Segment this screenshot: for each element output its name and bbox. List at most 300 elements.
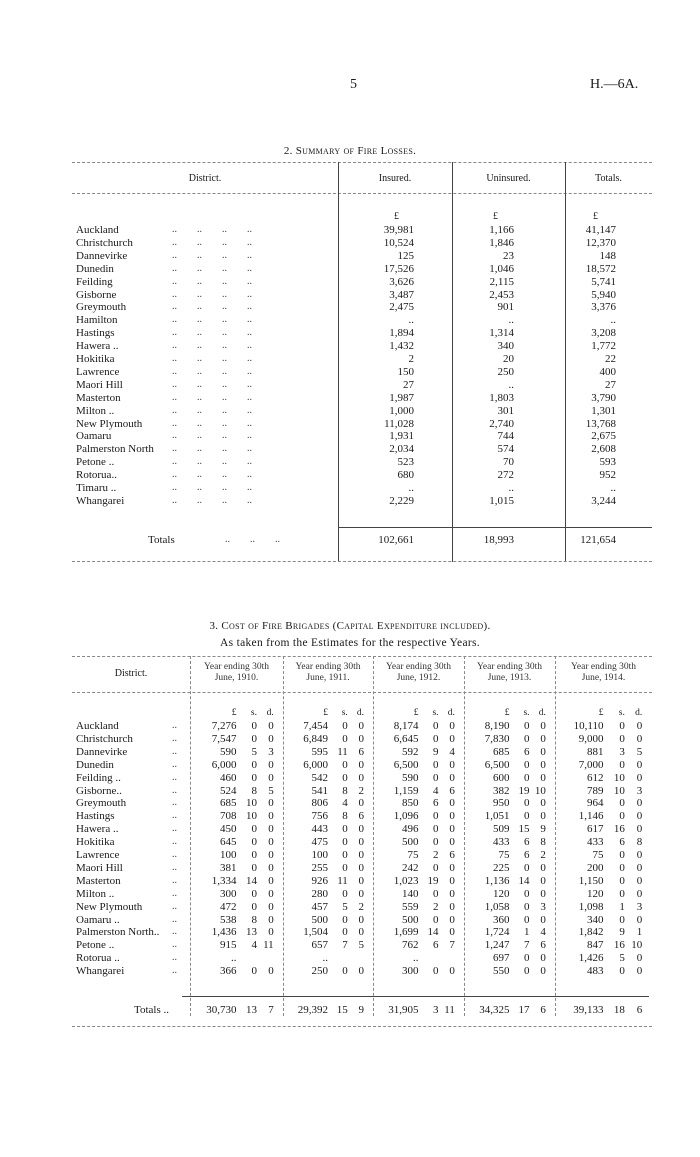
table1-insured: 17,526 (383, 262, 414, 275)
table1-insured: 125 (397, 249, 414, 262)
table1-insured: 2 (408, 353, 414, 365)
table2-cell-pounds: 500 (402, 836, 419, 849)
table2-cell-shillings: 6 (433, 939, 439, 952)
leader-dots: .. .. .. .. (172, 249, 252, 261)
table2-cell-shillings: 0 (342, 861, 348, 874)
table2-totals-label: Totals .. (134, 1004, 169, 1016)
table2-cell-shillings: 0 (433, 836, 439, 849)
year-header: June, 1911. (306, 673, 350, 683)
table2-cell-pence: 0 (636, 758, 643, 771)
table1-uninsured: 901 (497, 301, 514, 314)
table1-header-uninsured: Uninsured. (486, 173, 531, 184)
unit-pounds: £ (413, 708, 419, 718)
table1-bottom-rule (72, 561, 652, 562)
table1-title: 2. Summary of Fire Losses. (283, 145, 417, 157)
table2-cell-pounds: 850 (402, 797, 419, 810)
table1-insured: 2,475 (389, 301, 414, 314)
table2-cell-shillings: 4 (342, 797, 348, 810)
table2-cell-shillings: 8 (251, 913, 257, 926)
table2-cell-shillings: 0 (433, 810, 439, 823)
table2-cell-pence: 0 (449, 887, 455, 900)
table2-district: Hawera .. (76, 823, 119, 836)
unit-pounds: £ (504, 708, 510, 718)
table2-cell-shillings: 7 (524, 939, 530, 952)
table2-cell-shillings: 0 (342, 926, 348, 939)
table2-cell-pence: 0 (268, 836, 274, 849)
totals-rule (182, 996, 281, 997)
table1-insured: 27 (403, 378, 414, 391)
table1-district: Petone .. (76, 456, 115, 469)
table1-uninsured: 1,015 (489, 494, 514, 507)
table1-district: Greymouth (76, 301, 127, 314)
table2-cell-pounds: 6,849 (303, 732, 328, 745)
table2-cell-pence: 0 (540, 861, 546, 874)
table2-total-pence: 6 (540, 1004, 546, 1016)
table2-cell-pounds: 1,150 (578, 874, 604, 887)
table2-cell-shillings: 14 (518, 874, 530, 887)
table1-uninsured: 301 (497, 404, 514, 417)
table1-total: 2,608 (591, 443, 616, 456)
table2-cell-pence: 0 (358, 926, 364, 939)
table2-cell-shillings: 11 (337, 745, 348, 758)
table1-total: 593 (599, 456, 616, 469)
table1-total: 41,147 (585, 224, 616, 236)
table2-cell-pence: 0 (268, 861, 274, 874)
table2-cell-pounds: 685 (493, 745, 510, 758)
table2-cell-shillings: 6 (524, 745, 530, 758)
table1-insured: 680 (397, 469, 414, 482)
table2-cell-pounds: 617 (587, 823, 604, 836)
table2-cell-pounds: 300 (402, 965, 419, 978)
table2-cell-shillings: 0 (433, 720, 439, 732)
table2-cell-pence: 7 (449, 939, 455, 952)
table1-district: New Plymouth (76, 417, 143, 430)
table2-district: Masterton (76, 874, 121, 887)
table1-insured: 11,028 (384, 417, 414, 430)
table2-cell-pence: 9 (540, 823, 546, 836)
leader-dots: .. (172, 849, 177, 860)
table2-cell-shillings: 16 (613, 939, 625, 952)
table1-insured: 1,931 (389, 430, 414, 443)
table2-cell-pence: 6 (358, 810, 364, 823)
table2-cell-pence: 0 (636, 771, 643, 784)
table2-district: Dannevirke (76, 745, 128, 758)
table2-cell-pence: 3 (636, 900, 643, 913)
table2-cell-shillings: 15 (518, 823, 530, 836)
table2-cell-pounds: 541 (311, 784, 328, 797)
table1-unit-insured: £ (394, 211, 399, 222)
table2-cell-shillings: 0 (342, 836, 348, 849)
table2-total-pounds: 34,325 (479, 1004, 510, 1016)
table1-totals-uninsured: 18,993 (483, 534, 514, 546)
table1-uninsured: 744 (497, 430, 514, 443)
table2-cell-pence: 0 (540, 745, 546, 758)
leader-dots: .. .. .. .. (172, 365, 252, 377)
table2-cell-pence: 8 (636, 836, 643, 849)
year-header: Year ending 30th (385, 662, 451, 672)
table2-cell-shillings: 1 (619, 900, 625, 913)
table2-cell-pence: 0 (449, 810, 455, 823)
leader-dots: .. .. .. .. (172, 391, 252, 403)
table2-cell-pence: 0 (268, 797, 274, 810)
table2-cell-shillings: 0 (524, 887, 530, 900)
table2-district: Milton .. (76, 887, 115, 900)
year-header: Year ending 30th (570, 662, 636, 672)
unit-shillings: s. (432, 708, 439, 718)
table2-cell-shillings: 10 (245, 810, 257, 823)
table2-cell-pence: 0 (540, 952, 546, 965)
table2-header-district: District. (114, 668, 148, 679)
table2-cell-pounds: 645 (220, 836, 237, 849)
table2-cell-shillings: 0 (619, 720, 625, 732)
leader-dots: .. .. .. .. (172, 353, 252, 364)
table1-district: Feilding (76, 275, 113, 288)
table2-cell-shillings: 0 (524, 758, 530, 771)
table2-cell-pounds: 300 (220, 887, 237, 900)
table2-cell-pence: 0 (449, 836, 455, 849)
table1-total: 1,772 (591, 340, 616, 353)
table2-cell-pence: 0 (268, 874, 274, 887)
table1-district: Gisborne (76, 288, 117, 301)
table2-district: Hokitika (76, 836, 115, 849)
table2-cell-shillings: 0 (342, 758, 348, 771)
table1-insured: .. (408, 314, 414, 327)
table2-cell-pounds: 1,504 (303, 926, 328, 939)
table2-cell-shillings: 9 (619, 926, 625, 939)
table2-cell-pounds: 6,000 (211, 758, 237, 771)
page-number: 5 (350, 77, 357, 92)
table1-totals-insured: 102,661 (378, 534, 414, 546)
table2-cell-pounds: 697 (493, 952, 510, 965)
table2-cell-pounds: 496 (402, 823, 419, 836)
table2-cell-shillings: 0 (251, 900, 257, 913)
table2-cell-pounds: 762 (402, 939, 419, 952)
unit-pence: d. (356, 708, 364, 718)
table2-cell-shillings: 0 (433, 913, 439, 926)
table2-cell-pounds: 1,023 (393, 874, 419, 887)
table2-cell-pounds: 542 (311, 771, 328, 784)
table2-cell-pence: 0 (268, 732, 274, 745)
table2-cell-pence: 6 (358, 745, 364, 758)
table2-cell-pounds: 8,174 (393, 720, 419, 732)
table2-cell-pounds: 460 (220, 771, 237, 784)
table1-district: Hawera .. (76, 340, 119, 353)
table2-cell-shillings: 11 (337, 874, 348, 887)
table2-subtitle: As taken from the Estimates for the respective Years. (220, 637, 480, 649)
table1-total: .. (610, 314, 616, 327)
table1-total: 3,376 (591, 301, 616, 314)
table2-cell-shillings: 0 (433, 758, 439, 771)
table2-cell-shillings: 14 (427, 926, 439, 939)
year-header: Year ending 30th (295, 662, 361, 672)
table1-uninsured: 340 (497, 340, 514, 353)
table2-cell-pounds: 1,136 (484, 874, 510, 887)
table2-district: Oamaru .. (76, 913, 120, 926)
table2-cell-pence: 5 (636, 745, 643, 758)
table2-cell-pounds: 381 (220, 861, 237, 874)
table2-cell-shillings: 0 (524, 965, 530, 978)
table2-cell-pounds: 806 (311, 797, 328, 810)
table1-district: Christchurch (76, 236, 133, 249)
table1-totals-total: 121,654 (580, 534, 616, 546)
leader-dots: .. .. .. .. (172, 275, 252, 287)
table2-district: Auckland (76, 720, 119, 732)
table1-district: Dunedin (76, 262, 114, 275)
table2-cell-pounds: 915 (220, 939, 237, 952)
table2-cell-pounds: 472 (220, 900, 237, 913)
table2-cell-pence: 0 (358, 861, 364, 874)
table2-header-rule (72, 692, 652, 693)
table2-district: Whangarei (76, 965, 125, 978)
table1-total: 3,208 (591, 327, 616, 340)
table2-cell-pence: 5 (268, 784, 274, 797)
table2-district: Feilding .. (76, 771, 121, 784)
table2-cell-pence: 0 (540, 732, 546, 745)
table2-cell-pounds: 964 (587, 797, 604, 810)
table2-cell-shillings: 5 (342, 900, 348, 913)
table2-cell-pounds: 595 (311, 745, 328, 758)
leader-dots: .. (172, 823, 177, 835)
table2-cell-shillings: 5 (251, 745, 257, 758)
table2-cell-pence: 0 (358, 913, 364, 926)
table2-cell-pounds: 708 (220, 810, 237, 823)
leader-dots: .. .. .. .. (172, 301, 252, 313)
table2-cell-pounds: .. (231, 952, 237, 965)
table2-district: Lawrence (76, 849, 120, 861)
table1-uninsured: 1,314 (489, 327, 514, 340)
leader-dots: .. .. .. .. (172, 494, 252, 506)
leader-dots: .. .. .. .. (172, 224, 252, 235)
table2-cell-pence: 6 (449, 849, 455, 861)
unit-shillings: s. (618, 708, 625, 718)
table2-cell-pence: 0 (540, 810, 546, 823)
table1-district: Milton .. (76, 404, 115, 417)
table2-cell-pounds: 7,276 (211, 720, 237, 732)
year-header: June, 1912. (396, 673, 441, 683)
table2-cell-pounds: 255 (311, 861, 328, 874)
table2-cell-shillings: 0 (619, 849, 625, 861)
table2-cell-shillings: 0 (342, 732, 348, 745)
table2-district: Palmerston North.. (76, 926, 160, 939)
table1-uninsured: 70 (503, 456, 514, 469)
table1-totals-label: Totals (148, 534, 175, 546)
year-header: Year ending 30th (203, 662, 269, 672)
table2-cell-pence: 0 (540, 797, 546, 810)
table2-cell-pounds: 140 (402, 887, 419, 900)
totals-rule (549, 996, 650, 997)
table2-cell-pounds: 382 (493, 784, 510, 797)
table2-cell-pounds: 120 (587, 887, 604, 900)
table1-insured: 2,034 (389, 443, 414, 456)
table2-total-shillings: 15 (336, 1004, 348, 1016)
unit-pence: d. (635, 708, 643, 718)
table2-cell-pounds: 242 (402, 861, 419, 874)
table2-cell-pence: 0 (268, 913, 274, 926)
table2-cell-pence: 3 (540, 900, 546, 913)
table2-cell-pence: 0 (636, 823, 643, 836)
table2-cell-shillings: 0 (524, 797, 530, 810)
table2-cell-pounds: 100 (220, 849, 237, 861)
leader-dots: .. .. .. .. (172, 482, 252, 493)
table2-cell-pounds: 433 (587, 836, 604, 849)
table2-top-rule (72, 656, 652, 657)
year-header: June, 1910. (214, 673, 259, 683)
table2-cell-shillings: 0 (251, 720, 257, 732)
table2-cell-shillings: 14 (245, 874, 257, 887)
leader-dots: .. (172, 861, 177, 873)
table2-cell-pence: 0 (449, 965, 455, 978)
page-reference: H.—6A. (590, 77, 639, 92)
table1-district: Whangarei (76, 494, 125, 507)
table2-total-pence: 7 (268, 1004, 274, 1016)
table2-cell-pounds: 612 (587, 771, 604, 784)
table2-total-pounds: 30,730 (206, 1004, 237, 1016)
table2-cell-pounds: 524 (220, 784, 237, 797)
table2-cell-pounds: 6,500 (484, 758, 510, 771)
leader-dots: .. .. .. .. (172, 430, 252, 442)
table2-cell-pounds: 100 (311, 849, 328, 861)
unit-shillings: s. (523, 708, 530, 718)
leader-dots: .. (172, 771, 177, 783)
table2-cell-pence: 0 (636, 732, 643, 745)
table2-cell-shillings: 6 (524, 836, 530, 849)
table1-district: Palmerston North (76, 443, 154, 456)
table2-cell-shillings: 0 (619, 797, 625, 810)
table2-cell-pounds: 360 (493, 913, 510, 926)
table2-cell-pence: 0 (358, 720, 364, 732)
table2-cell-shillings: 0 (342, 720, 348, 732)
table2-cell-pence: 0 (636, 913, 643, 926)
table2-cell-pounds: 1,426 (578, 952, 604, 965)
table1-uninsured: .. (508, 482, 514, 494)
table2-cell-pounds: 1,436 (211, 926, 237, 939)
unit-pence: d. (447, 708, 455, 718)
table2-total-pounds: 29,392 (297, 1004, 328, 1016)
leader-dots: .. (172, 887, 177, 899)
table1-district: Maori Hill (76, 378, 123, 391)
table1-insured: 3,487 (389, 288, 414, 301)
table2-cell-pence: 11 (263, 939, 274, 952)
table2-total-pounds: 31,905 (388, 1004, 419, 1016)
table2-cell-shillings: 7 (342, 939, 348, 952)
table2-cell-pence: 0 (636, 849, 643, 861)
table2-cell-pounds: 592 (402, 745, 419, 758)
unit-shillings: s. (250, 708, 257, 718)
table2-cell-pounds: 1,098 (578, 900, 604, 913)
table2-cell-shillings: 0 (342, 823, 348, 836)
leader-dots: .. .. .. .. (172, 469, 252, 481)
table2-cell-pence: 0 (636, 874, 643, 887)
table2-cell-pounds: 550 (493, 965, 510, 978)
table2-cell-pence: 0 (268, 720, 274, 732)
table1-uninsured: 1,046 (489, 262, 514, 275)
table2-cell-pounds: 9,000 (578, 732, 604, 745)
table2-cell-shillings: 0 (251, 861, 257, 874)
table1-total: .. (610, 482, 616, 494)
table2-cell-pence: 0 (268, 758, 274, 771)
leader-dots: .. .. .. .. (172, 314, 252, 326)
table1-district: Hastings (76, 327, 115, 340)
table2-cell-pounds: 500 (311, 913, 328, 926)
table2-total-pounds: 39,133 (573, 1004, 604, 1016)
year-header: Year ending 30th (476, 662, 542, 672)
table2-cell-pence: 0 (636, 965, 643, 978)
table1-insured: 10,524 (383, 236, 414, 249)
table2-district: Hastings (76, 810, 115, 823)
table2-district: Rotorua .. (76, 952, 120, 965)
table1-total: 5,741 (591, 275, 616, 288)
table2-cell-pence: 6 (449, 784, 455, 797)
table2-cell-shillings: 0 (342, 771, 348, 784)
table2-cell-shillings: 0 (619, 732, 625, 745)
table2-cell-pence: 0 (449, 926, 455, 939)
table2-cell-pounds: 559 (402, 900, 419, 913)
leader-dots: .. (172, 758, 177, 770)
table1-header-district: District. (188, 173, 222, 184)
table2-cell-shillings: 2 (433, 900, 439, 913)
year-header: June, 1914. (581, 673, 626, 683)
table2-cell-shillings: 0 (619, 758, 625, 771)
year-header: June, 1913. (487, 673, 532, 683)
table1-uninsured: 23 (503, 249, 514, 262)
table2-cell-shillings: 0 (524, 732, 530, 745)
table2-cell-pence: 4 (540, 926, 546, 939)
table2-cell-pence: 3 (268, 745, 274, 758)
table2-cell-pence: 4 (449, 745, 455, 758)
table2-cell-shillings: 10 (613, 784, 625, 797)
leader-dots: .. .. .. .. (172, 378, 252, 390)
table2-cell-shillings: 13 (245, 926, 257, 939)
unit-shillings: s. (341, 708, 348, 718)
table2-cell-shillings: 2 (433, 849, 439, 861)
leader-dots: .. .. .. .. (172, 443, 252, 455)
table2-cell-pounds: 1,247 (484, 939, 510, 952)
table1-district: Dannevirke (76, 249, 128, 262)
table1-uninsured: 1,803 (489, 391, 514, 404)
table2-cell-pounds: 600 (493, 771, 510, 784)
table2-district: Maori Hill (76, 861, 123, 874)
table2-cell-pounds: 1,159 (393, 784, 419, 797)
table2-cell-shillings: 0 (619, 861, 625, 874)
table1-total: 13,768 (585, 417, 616, 430)
table2-cell-pence: 0 (636, 887, 643, 900)
table2-cell-pence: 0 (268, 900, 274, 913)
leader-dots: .. (172, 784, 177, 796)
leader-dots: .. (172, 965, 177, 977)
table2-cell-pounds: 1,699 (393, 926, 419, 939)
table2-cell-shillings: 6 (524, 849, 530, 861)
table2-cell-pence: 2 (358, 784, 364, 797)
table2-bottom-rule (72, 1026, 652, 1027)
table1-district: Hokitika (76, 353, 115, 365)
table2-cell-shillings: 0 (251, 732, 257, 745)
table1-unit-uninsured: £ (493, 211, 498, 222)
table2-total-pence: 6 (636, 1004, 643, 1016)
table2-cell-shillings: 0 (524, 810, 530, 823)
table2-cell-shillings: 0 (524, 952, 530, 965)
table1-totals-rule (338, 527, 652, 528)
table2-cell-pounds: 340 (587, 913, 604, 926)
table2-cell-pounds: 6,645 (393, 732, 419, 745)
table1-uninsured: 272 (497, 469, 514, 482)
table2-cell-pence: 0 (636, 952, 643, 965)
table1-total: 148 (599, 249, 616, 262)
table2-cell-shillings: 5 (619, 952, 625, 965)
leader-dots: .. (172, 797, 177, 809)
table2-cell-pounds: 847 (587, 939, 604, 952)
table2-title: 3. Cost of Fire Brigades (Capital Expenditure included). (209, 620, 491, 632)
table2-cell-pounds: 1,051 (484, 810, 510, 823)
